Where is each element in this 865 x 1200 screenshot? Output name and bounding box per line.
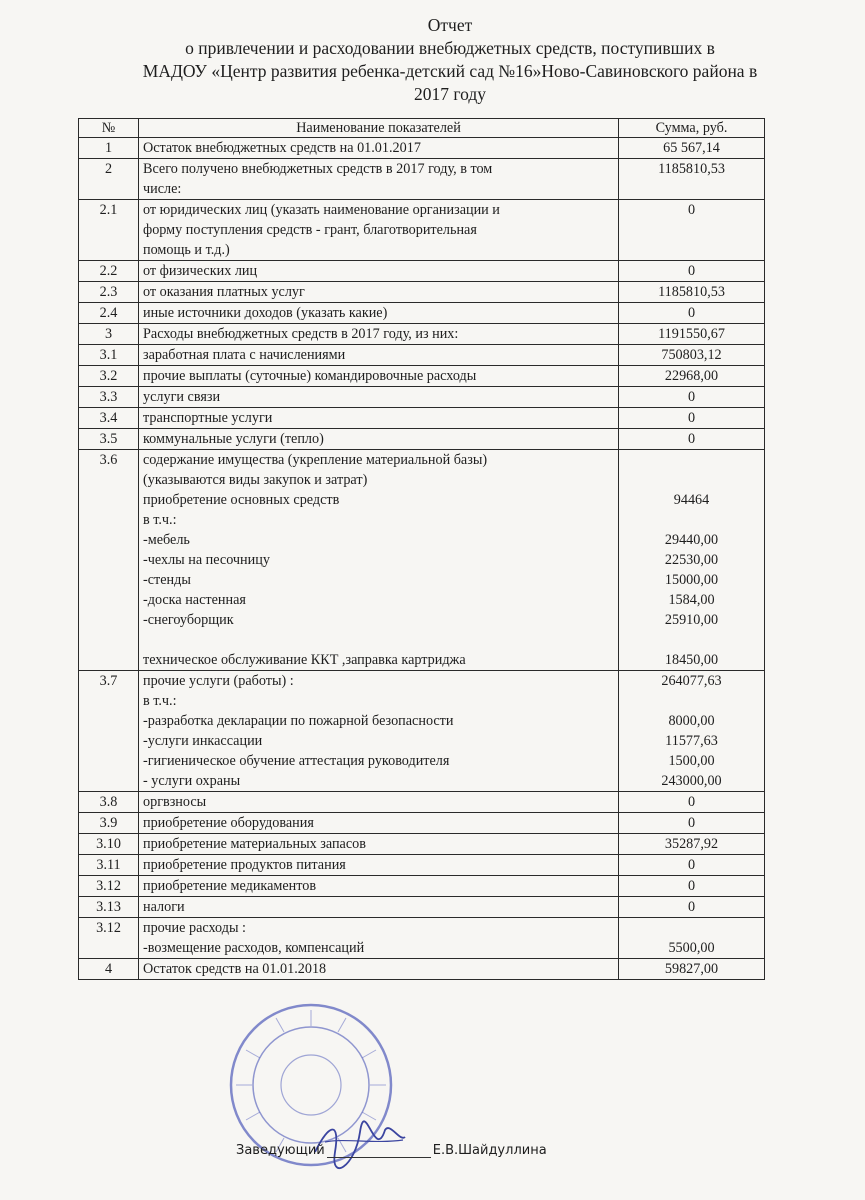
amount-line: 22968,00: [664, 368, 719, 384]
name-line: -чехлы на песочницу: [143, 552, 270, 568]
amount-line: 1185810,53: [658, 161, 725, 177]
name-line: коммунальные услуги (тепло): [143, 431, 324, 447]
name-line: -услуги инкассации: [143, 733, 263, 749]
row-number: 3.7: [79, 671, 139, 792]
amount-line: 1185810,53: [658, 284, 725, 300]
name-line: -доска настенная: [143, 592, 246, 608]
name-line: транспортные услуги: [143, 410, 273, 426]
row-number: 2.2: [79, 261, 139, 282]
amount-line: 0: [687, 878, 696, 894]
signature-line: [327, 1144, 431, 1158]
table-row: [79, 959, 765, 980]
name-line: -мебель: [143, 532, 190, 548]
header-name: Наименование показателей: [139, 119, 619, 138]
name-line: техническое обслуживание ККТ ,заправка картриджа: [143, 652, 466, 668]
row-name: [139, 876, 619, 897]
name-line: Остаток внебюджетных средств на 01.01.2017: [143, 140, 421, 156]
table-row: [79, 138, 765, 159]
name-line: приобретение оборудования: [143, 815, 314, 831]
amount-line: 264077,63: [661, 673, 722, 689]
name-line: приобретение материальных запасов: [143, 836, 366, 852]
row-name: [139, 159, 619, 200]
row-amount: [619, 429, 765, 450]
row-name: [139, 897, 619, 918]
amount-line: 35287,92: [664, 836, 719, 852]
row-number: 2.1: [79, 200, 139, 261]
row-name: [139, 450, 619, 671]
row-name: [139, 429, 619, 450]
row-name: [139, 408, 619, 429]
row-number: 3.6: [79, 450, 139, 671]
amount-line: 0: [687, 410, 696, 426]
amount-line: 0: [687, 815, 696, 831]
report-title: [60, 14, 840, 106]
name-line: от оказания платных услуг: [143, 284, 305, 300]
name-line: приобретение продуктов питания: [143, 857, 346, 873]
row-number: 3.3: [79, 387, 139, 408]
row-amount: [619, 159, 765, 200]
name-line: Всего получено внебюджетных средств в 2017 году, в том: [143, 161, 493, 177]
amount-line: [623, 510, 760, 530]
name-line: заработная плата с начислениями: [143, 347, 346, 363]
row-amount: [619, 366, 765, 387]
row-amount: [619, 450, 765, 671]
title-line: 2017 году: [413, 84, 487, 104]
name-line: от физических лиц: [143, 263, 258, 279]
amount-line: 0: [687, 389, 696, 405]
header-amount: Сумма, руб.: [619, 119, 765, 138]
name-line: [143, 630, 614, 650]
row-number: 3: [79, 324, 139, 345]
amount-line: 5500,00: [668, 940, 715, 956]
amount-line: 750803,12: [661, 347, 722, 363]
signatory-position: Заведующий: [236, 1143, 325, 1158]
row-number: 3.8: [79, 792, 139, 813]
amount-line: 0: [687, 794, 696, 810]
amount-line: [623, 691, 760, 711]
row-amount: [619, 345, 765, 366]
row-amount: [619, 897, 765, 918]
table-row: [79, 261, 765, 282]
name-line: прочие расходы :: [143, 920, 246, 936]
amount-line: 1584,00: [668, 592, 715, 608]
amount-line: 243000,00: [661, 773, 722, 789]
name-line: услуги связи: [143, 389, 221, 405]
row-number: 3.10: [79, 834, 139, 855]
row-name: [139, 855, 619, 876]
amount-line: [623, 450, 760, 470]
signatory-name: Е.В.Шайдуллина: [432, 1143, 547, 1158]
row-number: 3.4: [79, 408, 139, 429]
amount-line: 0: [687, 431, 696, 447]
amount-line: 22530,00: [664, 552, 719, 568]
table-row: [79, 303, 765, 324]
table-row: [79, 200, 765, 261]
table-row: [79, 834, 765, 855]
table-row: [79, 429, 765, 450]
row-name: [139, 671, 619, 792]
row-amount: [619, 387, 765, 408]
row-number: 3.13: [79, 897, 139, 918]
row-number: 3.12: [79, 876, 139, 897]
row-name: [139, 200, 619, 261]
row-number: 3.2: [79, 366, 139, 387]
row-number: 1: [79, 138, 139, 159]
title-line: МАДОУ «Центр развития ребенка-детский сад №16»Ново-Савиновского района в: [142, 61, 758, 81]
amount-line: 0: [687, 263, 696, 279]
name-line: прочие выплаты (суточные) командировочные расходы: [143, 368, 477, 384]
name-line: помощь и т.д.): [143, 242, 230, 258]
report-table: [78, 118, 765, 980]
row-amount: [619, 138, 765, 159]
name-line: числе:: [143, 181, 182, 197]
row-number: 3.11: [79, 855, 139, 876]
row-number: 4: [79, 959, 139, 980]
row-amount: [619, 261, 765, 282]
table-row: [79, 671, 765, 792]
row-amount: [619, 303, 765, 324]
name-line: приобретение основных средств: [143, 492, 340, 508]
row-name: [139, 261, 619, 282]
row-number: 3.1: [79, 345, 139, 366]
row-amount: [619, 792, 765, 813]
name-line: приобретение медикаментов: [143, 878, 317, 894]
row-amount: [619, 324, 765, 345]
row-amount: [619, 671, 765, 792]
row-amount: [619, 876, 765, 897]
amount-line: [623, 630, 760, 650]
amount-line: 29440,00: [664, 532, 719, 548]
amount-line: 0: [687, 857, 696, 873]
name-line: -снегоуборщик: [143, 612, 234, 628]
amount-line: 0: [687, 202, 696, 218]
amount-line: 0: [687, 899, 696, 915]
amount-line: 59827,00: [664, 961, 719, 977]
signature-block: [236, 1143, 547, 1158]
name-line: (указываются виды закупок и затрат): [143, 472, 368, 488]
table-row: [79, 366, 765, 387]
row-name: [139, 813, 619, 834]
amount-line: 1500,00: [668, 753, 715, 769]
name-line: налоги: [143, 899, 185, 915]
table-row: [79, 387, 765, 408]
name-line: -стенды: [143, 572, 191, 588]
row-number: 2.3: [79, 282, 139, 303]
name-line: в т.ч.:: [143, 693, 177, 709]
row-name: [139, 303, 619, 324]
row-amount: [619, 200, 765, 261]
row-number: 3.9: [79, 813, 139, 834]
amount-line: [623, 470, 760, 490]
row-amount: [619, 959, 765, 980]
title-line: о привлечении и расходовании внебюджетных средств, поступивших в: [185, 38, 715, 58]
amount-line: 11577,63: [665, 733, 718, 749]
amount-line: 0: [687, 305, 696, 321]
row-number: 3.12: [79, 918, 139, 959]
amount-line: 8000,00: [668, 713, 715, 729]
table-row: [79, 159, 765, 200]
table-row: [79, 792, 765, 813]
name-line: прочие услуги (работы) :: [143, 673, 294, 689]
table-row: [79, 345, 765, 366]
row-amount: [619, 813, 765, 834]
row-name: [139, 345, 619, 366]
table-row: [79, 918, 765, 959]
row-number: 3.5: [79, 429, 139, 450]
name-line: оргвзносы: [143, 794, 207, 810]
table-row: [79, 324, 765, 345]
name-line: иные источники доходов (указать какие): [143, 305, 388, 321]
table-row: [79, 855, 765, 876]
table-row: [79, 813, 765, 834]
row-name: [139, 959, 619, 980]
name-line: в т.ч.:: [143, 512, 177, 528]
name-line: содержание имущества (укрепление материальной базы): [143, 452, 488, 468]
table-row: [79, 876, 765, 897]
name-line: Расходы внебюджетных средств в 2017 году, из них:: [143, 326, 459, 342]
amount-line: 25910,00: [664, 612, 719, 628]
table-header-row: [79, 119, 765, 138]
name-line: -возмещение расходов, компенсаций: [143, 940, 365, 956]
amount-line: 18450,00: [664, 652, 719, 668]
name-line: от юридических лиц (указать наименование организации и: [143, 202, 500, 218]
row-name: [139, 282, 619, 303]
row-name: [139, 366, 619, 387]
table-row: [79, 282, 765, 303]
row-name: [139, 324, 619, 345]
row-name: [139, 792, 619, 813]
title-line: Отчет: [427, 15, 473, 35]
header-number: №: [79, 119, 139, 138]
row-name: [139, 834, 619, 855]
row-amount: [619, 855, 765, 876]
row-name: [139, 387, 619, 408]
row-amount: [619, 918, 765, 959]
name-line: форму поступления средств - грант, благотворительная: [143, 222, 477, 238]
table-row: [79, 450, 765, 671]
row-amount: [619, 408, 765, 429]
name-line: -разработка декларации по пожарной безопасности: [143, 713, 454, 729]
signature-scribble: [305, 1112, 415, 1172]
table-body: [79, 138, 765, 980]
name-line: - услуги охраны: [143, 773, 241, 789]
row-name: [139, 918, 619, 959]
row-amount: [619, 282, 765, 303]
amount-line: 94464: [673, 492, 710, 508]
amount-line: 15000,00: [664, 572, 719, 588]
amount-line: [623, 918, 760, 938]
amount-line: 1191550,67: [658, 326, 725, 342]
amount-line: 65 567,14: [663, 140, 720, 156]
row-amount: [619, 834, 765, 855]
table-row: [79, 897, 765, 918]
name-line: Остаток средств на 01.01.2018: [143, 961, 327, 977]
row-name: [139, 138, 619, 159]
table-row: [79, 408, 765, 429]
row-number: 2.4: [79, 303, 139, 324]
row-number: 2: [79, 159, 139, 200]
name-line: -гигиеническое обучение аттестация руководителя: [143, 753, 450, 769]
